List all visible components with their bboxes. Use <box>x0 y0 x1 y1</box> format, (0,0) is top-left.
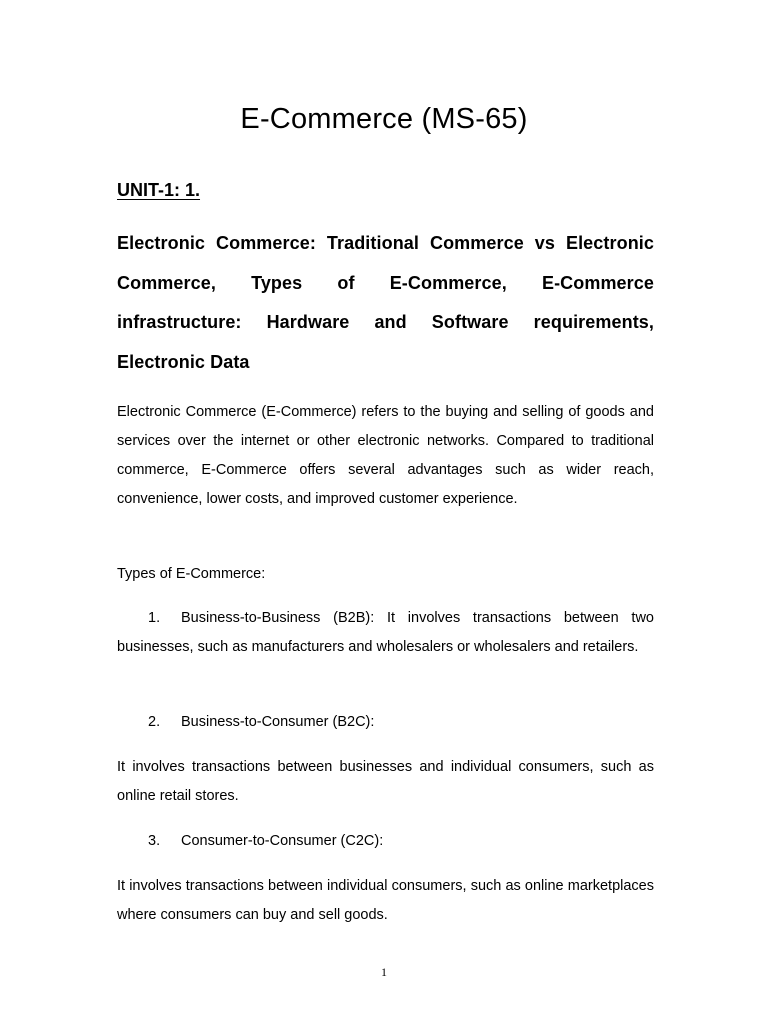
list-item-c2c <box>117 827 654 856</box>
topic-heading: Electronic Commerce: Traditional Commerce vs Electronic Commerce, Types of E-Commerce, E-Commerce infrastructure: Hardware and Software requirements, Electronic Data <box>117 233 654 372</box>
c2c-description: It involves transactions between individual consumers, such as online marketplaces where consumers can buy and sell goods. <box>117 878 654 923</box>
list-item-b2c <box>117 708 654 737</box>
b2c-description: It involves transactions between businesses and individual consumers, such as online retail stores. <box>117 759 654 804</box>
list-number: 2. <box>148 714 161 730</box>
list-item-text: Business-to-Business (B2B): It involves transactions between two businesses, such as manufacturers and wholesalers or wholesalers and retailers. <box>117 610 654 655</box>
list-item-title: Consumer-to-Consumer (C2C): <box>181 833 384 849</box>
list-item-b2b <box>117 604 654 662</box>
types-heading: Types of E-Commerce: <box>117 566 266 582</box>
intro-paragraph: Electronic Commerce (E-Commerce) refers to the buying and selling of goods and services over the internet or other electronic networks. Compared to traditional commerce, E-Commerce offers several advantages such as wider reach, convenience, lower costs, and improved customer experience. <box>117 404 654 507</box>
page-number: 1 <box>381 965 387 979</box>
list-number: 3. <box>148 833 161 849</box>
unit-heading: UNIT-1: 1. <box>117 180 201 200</box>
list-item-title: Business-to-Consumer (B2C): <box>181 714 375 730</box>
document-title: E-Commerce (MS-65) <box>240 103 528 135</box>
list-number: 1. <box>148 610 161 626</box>
